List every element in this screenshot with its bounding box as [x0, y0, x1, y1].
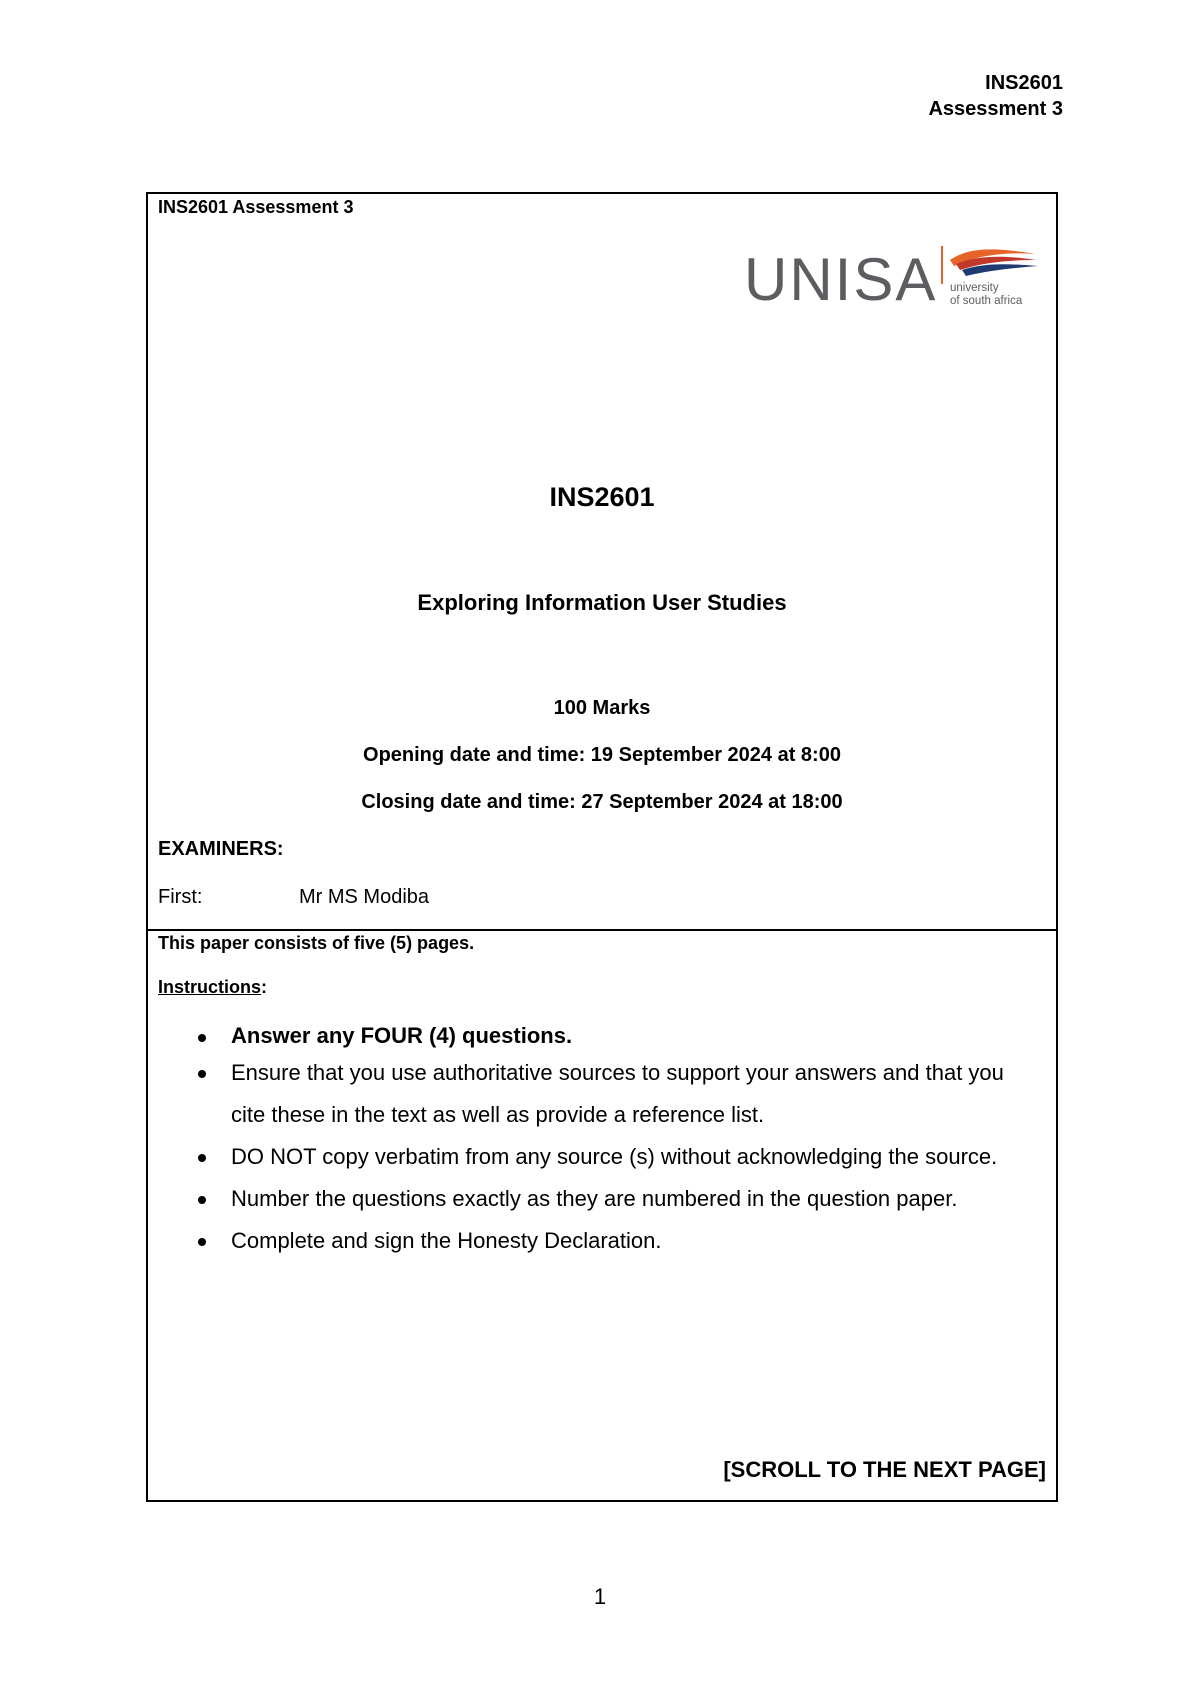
closing-date: Closing date and time: 27 September 2024 at 18:00 — [361, 791, 843, 813]
course-name: Exploring Information User Studies — [417, 590, 787, 615]
box-title: INS2601 Assessment 3 — [158, 197, 354, 217]
scroll-note: [SCROLL TO THE NEXT PAGE] — [723, 1457, 1046, 1482]
page-header — [928, 70, 1063, 122]
page-number: 1 — [593, 1584, 607, 1609]
first-examiner-label: First: — [158, 886, 203, 908]
instruction-item: Number the questions exactly as they are numbered in the question paper. — [158, 1178, 1038, 1220]
first-examiner-name: Mr MS Modiba — [299, 886, 430, 908]
instructions-label: Instructions — [158, 977, 262, 997]
header-course-code: INS2601 — [985, 72, 1063, 94]
unisa-logo — [744, 244, 1044, 316]
header-assessment: Assessment 3 — [928, 98, 1063, 120]
instruction-item: Ensure that you use authoritative sources to support your answers and that you cite these in the text as well as provide a reference list. — [158, 1052, 1038, 1136]
logo-wordmark: UNISA — [744, 246, 938, 313]
section-divider — [148, 929, 1056, 931]
logo-subtitle — [950, 282, 1022, 308]
instructions-list — [158, 1020, 1038, 1262]
cover-frame — [146, 192, 1058, 1502]
instruction-item: Answer any FOUR (4) questions. — [158, 1020, 1038, 1052]
instructions-heading — [158, 977, 267, 998]
logo-subtitle-line2: of south africa — [950, 295, 1023, 307]
instruction-item: DO NOT copy verbatim from any source (s) without acknowledging the source. — [158, 1136, 1038, 1178]
instructions-colon: : — [261, 977, 268, 997]
course-code: INS2601 — [549, 482, 655, 512]
logo-swoosh-icon — [940, 244, 1040, 284]
page-count-note: This paper consists of five (5) pages. — [158, 933, 475, 953]
total-marks: 100 Marks — [553, 697, 651, 719]
logo-subtitle-line1: university — [950, 282, 999, 294]
opening-date: Opening date and time: 19 September 2024 at 8:00 — [363, 744, 841, 766]
examiners-label: EXAMINERS: — [158, 838, 284, 860]
instruction-item: Complete and sign the Honesty Declaration. — [158, 1220, 1038, 1262]
